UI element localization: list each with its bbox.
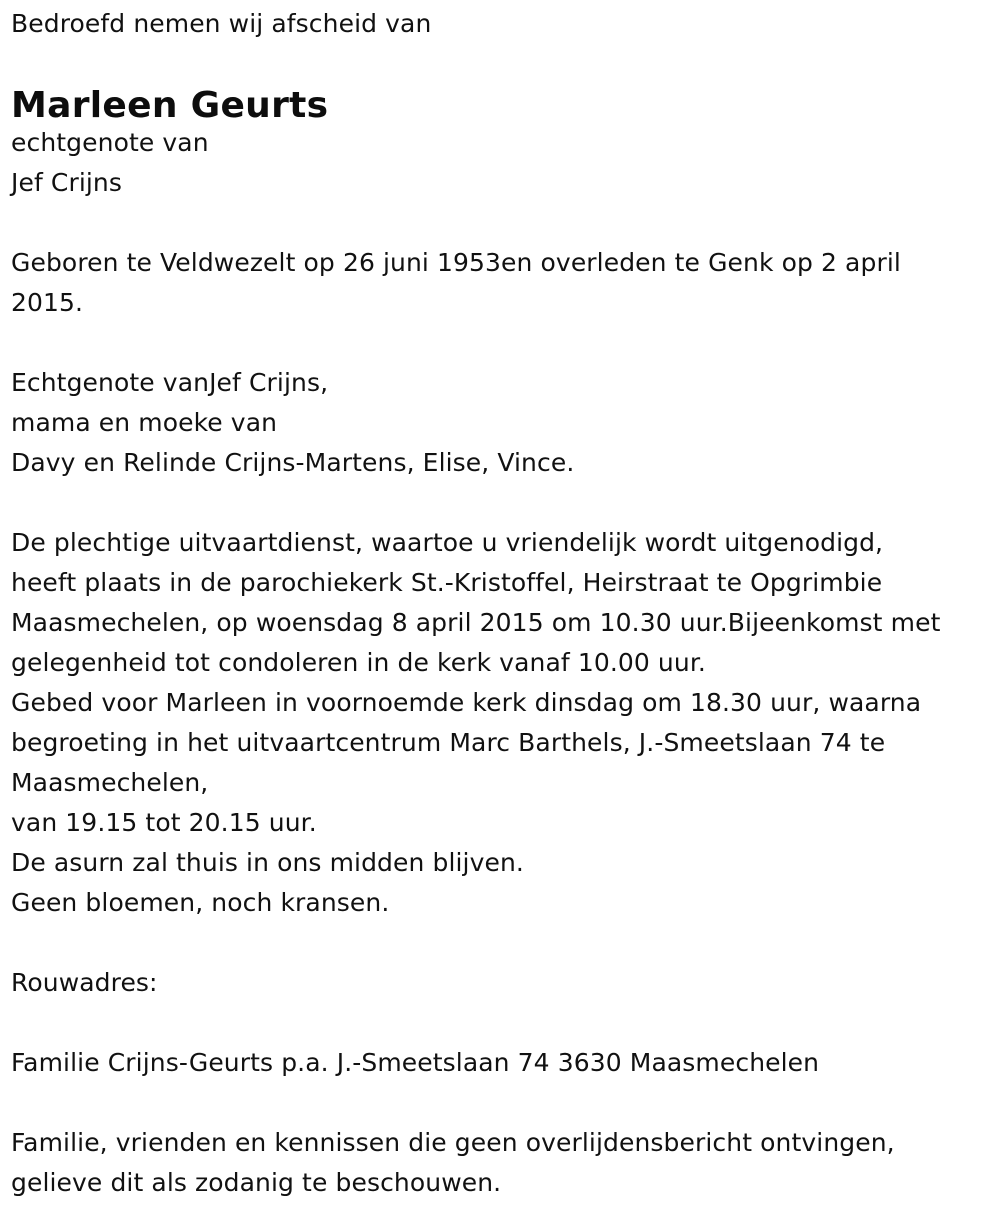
spacer <box>11 923 988 963</box>
mourning-address: Familie Crijns-Geurts p.a. J.-Smeetslaan 74 3630 Maasmechelen <box>11 1048 820 1077</box>
deceased-name: Marleen Geurts <box>11 85 329 126</box>
closing-line: gelieve dit als zodanig te beschouwen. <box>11 1168 502 1197</box>
spacer <box>11 483 988 523</box>
family-line: Davy en Relinde Crijns-Martens, Elise, Vince. <box>11 448 575 477</box>
intro-text: Bedroefd nemen wij afscheid van <box>11 9 432 38</box>
family-paragraph <box>11 363 988 483</box>
service-line: gelegenheid tot condoleren in de kerk vanaf 10.00 uur. <box>11 648 706 677</box>
spacer <box>11 1083 988 1123</box>
service-line: Geen bloemen, noch kransen. <box>11 888 390 917</box>
spacer <box>11 1003 988 1043</box>
closing-line: Familie, vrienden en kennissen die geen overlijdensbericht ontvingen, <box>11 1128 895 1157</box>
birth-death-line: Geboren te Veldwezelt op 26 juni 1953en overleden te Genk op 2 april <box>11 248 901 277</box>
service-line: De asurn zal thuis in ons midden blijven. <box>11 848 524 877</box>
service-line: begroeting in het uitvaartcentrum Marc Barthels, J.-Smeetslaan 74 te <box>11 728 886 757</box>
family-line: mama en moeke van <box>11 408 278 437</box>
family-line: Echtgenote vanJef Crijns, <box>11 368 329 397</box>
spacer <box>11 323 988 363</box>
service-line: Maasmechelen, op woensdag 8 april 2015 om 10.30 uur.Bijeenkomst met <box>11 608 941 637</box>
closing-paragraph <box>11 1123 988 1203</box>
service-line: van 19.15 tot 20.15 uur. <box>11 808 317 837</box>
spouse-name: Jef Crijns <box>11 168 122 197</box>
spouse-label: echtgenote van <box>11 128 209 157</box>
service-line: Gebed voor Marleen in voornoemde kerk dinsdag om 18.30 uur, waarna <box>11 688 922 717</box>
birth-death-paragraph <box>11 243 988 323</box>
service-paragraph <box>11 523 988 923</box>
service-line: heeft plaats in de parochiekerk St.-Kristoffel, Heirstraat te Opgrimbie <box>11 568 883 597</box>
service-line: De plechtige uitvaartdienst, waartoe u vriendelijk wordt uitgenodigd, <box>11 528 884 557</box>
spacer <box>11 203 988 243</box>
birth-death-line: 2015. <box>11 288 84 317</box>
mourning-address-label: Rouwadres: <box>11 968 158 997</box>
service-line: Maasmechelen, <box>11 768 209 797</box>
